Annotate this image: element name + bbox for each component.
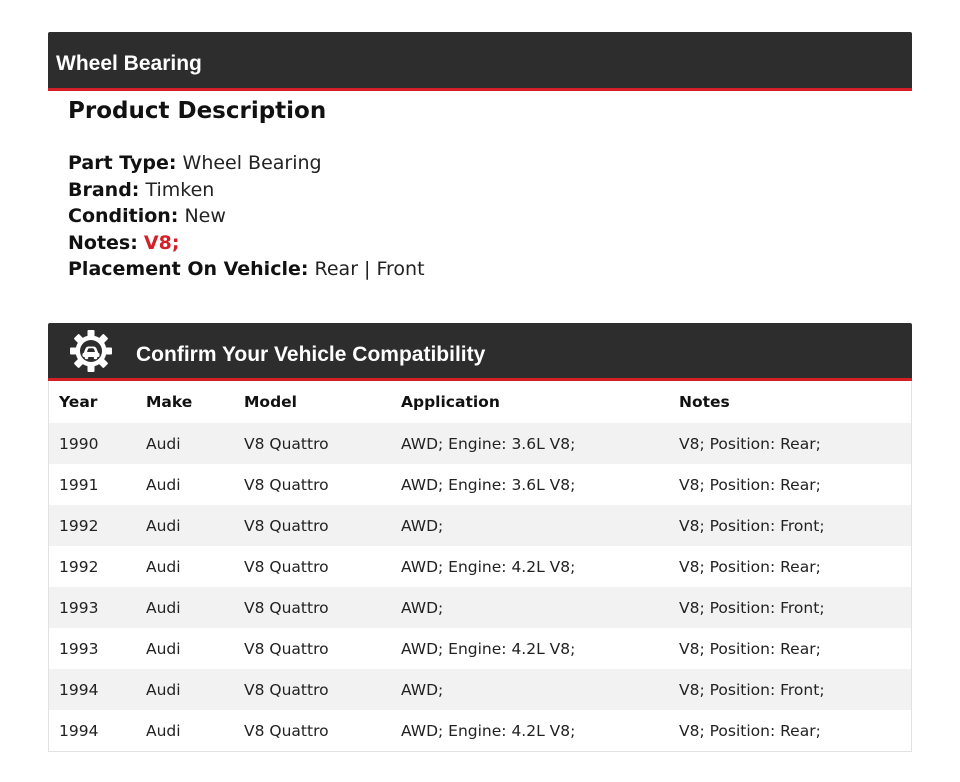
cell-application: AWD; Engine: 3.6L V8; [391,464,669,505]
spec-row-condition [68,203,425,230]
table-row [49,628,911,669]
spec-row-placement [68,256,425,283]
spec-label: Brand: [68,178,140,201]
cell-notes: V8; Position: Front; [669,587,911,628]
column-header-application: Application [391,381,669,423]
cell-notes: V8; Position: Rear; [669,464,911,505]
compatibility-title: Confirm Your Vehicle Compatibility [136,343,486,366]
column-header-year: Year [49,381,136,423]
cell-application: AWD; [391,669,669,710]
cell-application: AWD; Engine: 3.6L V8; [391,423,669,464]
spec-value: New [184,205,226,227]
cell-application: AWD; Engine: 4.2L V8; [391,628,669,669]
spec-value: Timken [145,178,215,201]
column-header-make: Make [136,381,234,423]
cell-make: Audi [136,628,234,669]
cell-make: Audi [136,464,234,505]
cell-model: V8 Quattro [234,505,391,546]
gear-car-icon [69,329,113,373]
cell-application: AWD; [391,587,669,628]
cell-year: 1992 [49,505,136,546]
cell-year: 1994 [49,710,136,751]
spec-row-part-type [68,150,425,177]
compatibility-table [49,381,911,751]
cell-application: AWD; [391,505,669,546]
table-row [49,710,911,751]
cell-make: Audi [136,587,234,628]
spec-value: Rear | Front [314,258,425,280]
cell-make: Audi [136,546,234,587]
cell-year: 1993 [49,628,136,669]
cell-model: V8 Quattro [234,669,391,710]
product-description-heading: Product Description [68,98,327,124]
cell-notes: V8; Position: Rear; [669,710,911,751]
table-row [49,505,911,546]
table-row [49,546,911,587]
compatibility-table-container [48,381,912,752]
cell-application: AWD; Engine: 4.2L V8; [391,710,669,751]
column-header-notes: Notes [669,381,911,423]
cell-application: AWD; Engine: 4.2L V8; [391,546,669,587]
spec-value: Wheel Bearing [182,152,322,174]
cell-year: 1992 [49,546,136,587]
spec-row-notes [68,230,425,257]
cell-make: Audi [136,710,234,751]
spec-list [68,150,425,283]
cell-notes: V8; Position: Rear; [669,423,911,464]
cell-year: 1991 [49,464,136,505]
spec-label: Condition: [68,205,179,227]
cell-notes: V8; Position: Rear; [669,628,911,669]
cell-model: V8 Quattro [234,423,391,464]
spec-label: Placement On Vehicle: [68,258,309,280]
cell-make: Audi [136,423,234,464]
table-row [49,423,911,464]
cell-notes: V8; Position: Front; [669,505,911,546]
cell-year: 1994 [49,669,136,710]
table-row [49,587,911,628]
cell-model: V8 Quattro [234,546,391,587]
cell-notes: V8; Position: Front; [669,669,911,710]
cell-year: 1990 [49,423,136,464]
cell-model: V8 Quattro [234,587,391,628]
compatibility-table-body [49,423,911,751]
table-header-row [49,381,911,423]
column-header-model: Model [234,381,391,423]
cell-make: Audi [136,669,234,710]
cell-notes: V8; Position: Rear; [669,546,911,587]
table-row [49,464,911,505]
cell-year: 1993 [49,587,136,628]
spec-label: Part Type: [68,152,177,174]
cell-model: V8 Quattro [234,464,391,505]
product-title-bar [48,32,912,91]
cell-make: Audi [136,505,234,546]
compatibility-header-bar [48,323,912,381]
product-title: Wheel Bearing [56,52,202,75]
table-row [49,669,911,710]
cell-model: V8 Quattro [234,628,391,669]
spec-label: Notes: [68,231,138,254]
cell-model: V8 Quattro [234,710,391,751]
spec-value-notes: V8; [143,231,180,254]
spec-row-brand [68,177,425,204]
